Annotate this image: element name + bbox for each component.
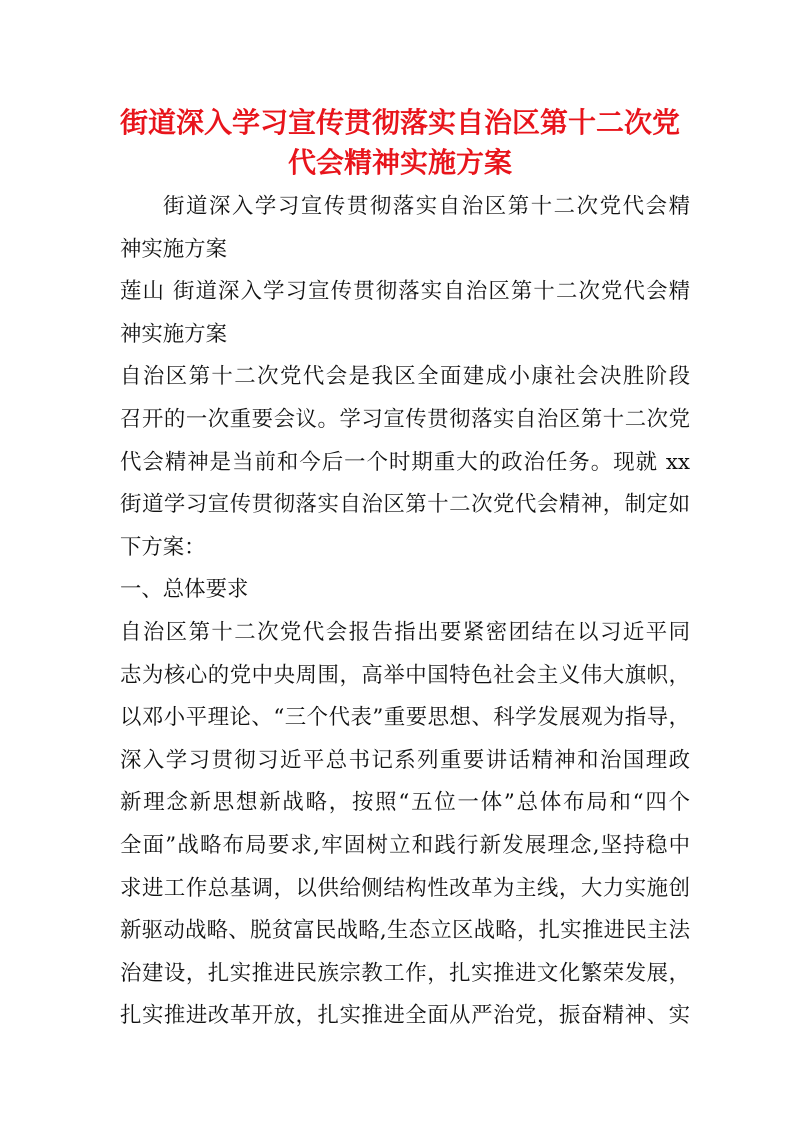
body-line: 全面”战略布局要求,牢固树立和践行新发展理念,坚持稳中 xyxy=(120,832,690,858)
document-title-line-1: 街道深入学习宣传贯彻落实自治区第十二次党 xyxy=(119,106,680,139)
body-line: 新驱动战略、脱贫富民战略,生态立区战略，扎实推进民主法 xyxy=(120,918,690,944)
document-title-line-2: 代会精神实施方案 xyxy=(287,146,512,179)
body-line: 治建设，扎实推进民族宗教工作，扎实推进文化繁荣发展， xyxy=(120,960,690,986)
body-line: 莲山 街道深入学习宣传贯彻落实自治区第十二次党代会精 xyxy=(120,279,690,305)
body-line: 下方案： xyxy=(120,534,206,560)
body-line: 新理念新思想新战略，按照“五位一体”总体布局和“四个 xyxy=(120,790,690,816)
body-line: 扎实推进改革开放，扎实推进全面从严治党，振奋精神、实 xyxy=(120,1003,690,1029)
body-line: 自治区第十二次党代会是我区全面建成小康社会决胜阶段 xyxy=(120,364,690,390)
section-heading: 一、总体要求 xyxy=(120,577,249,603)
body-line: 街道深入学习宣传贯彻落实自治区第十二次党代会精 xyxy=(163,194,690,219)
body-line: 以邓小平理论、“三个代表”重要思想、科学发展观为指导， xyxy=(120,705,690,731)
body-line: 代会精神是当前和今后一个时期重大的政治任务。现就 xx xyxy=(120,449,690,475)
body-line: 召开的一次重要会议。学习宣传贯彻落实自治区第十二次党 xyxy=(120,406,690,432)
body-line: 求进工作总基调，以供给侧结构性改革为主线，大力实施创 xyxy=(120,875,690,901)
body-line: 神实施方案 xyxy=(120,321,227,347)
body-line: 志为核心的党中央周围，高举中国特色社会主义伟大旗帜， xyxy=(120,662,690,688)
document-body xyxy=(120,186,690,1038)
body-line: 深入学习贯彻习近平总书记系列重要讲话精神和治国理政 xyxy=(120,747,690,773)
body-line: 街道学习宣传贯彻落实自治区第十二次党代会精神，制定如 xyxy=(120,492,690,518)
body-line: 自治区第十二次党代会报告指出要紧密团结在以习近平同 xyxy=(120,619,690,645)
body-line: 神实施方案 xyxy=(120,236,227,262)
